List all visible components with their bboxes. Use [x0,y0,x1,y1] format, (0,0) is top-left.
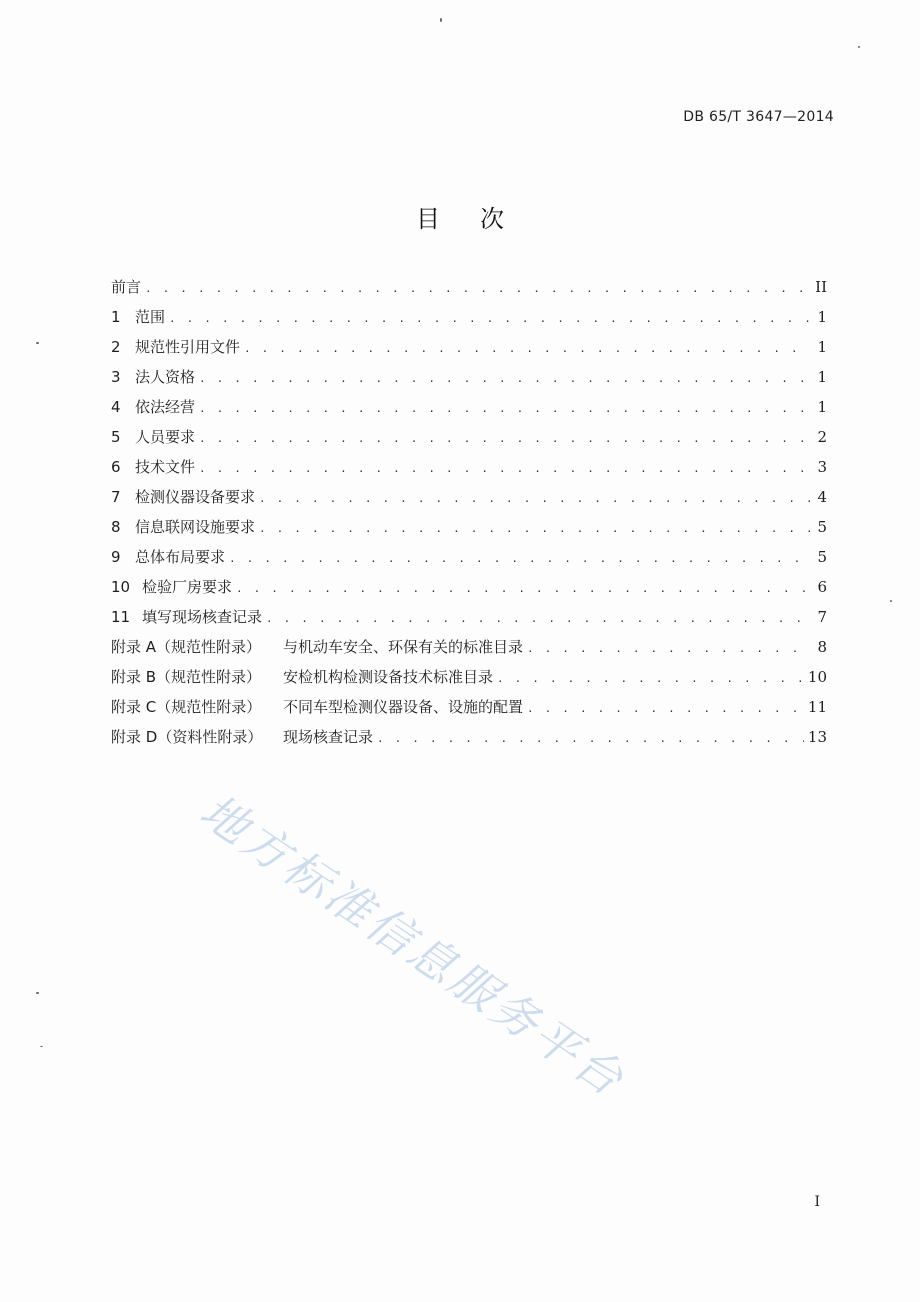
scan-speck [890,600,892,602]
toc-entry-page: 4 [817,488,827,506]
toc-entry-page: 1 [817,398,827,416]
toc-dot-leader [377,728,804,750]
toc-entry-label: 不同车型检测仪器设备、设施的配置 [283,698,524,716]
toc-entry-page: 5 [817,518,827,536]
toc-entry-page: 7 [817,608,827,626]
toc-entry-label: 填写现场核查记录 [142,608,263,626]
toc-entry-label: 技术文件 [135,458,196,476]
toc-entry-page: 6 [817,578,827,596]
scan-speck [40,1046,43,1047]
toc-entry-page: 13 [807,728,827,746]
toc-entry-page: II [815,278,827,296]
toc-entry-label: 规范性引用文件 [135,338,241,356]
toc-dot-leader [236,578,811,600]
toc-entry-label: 与机动车安全、环保有关的标准目录 [283,638,524,656]
toc-entry-label: 总体布局要求 [135,548,226,566]
toc-title-char-1: 目 [416,205,440,233]
toc-entry-number: 附录 A（规范性附录） [111,638,262,656]
toc-dot-leader [527,698,804,720]
toc-entry-number: 9 [111,548,121,566]
toc-dot-leader [244,338,811,360]
table-of-contents [111,276,827,756]
toc-entry-section-10[interactable] [111,576,827,606]
toc-entry-section-3[interactable] [111,366,827,396]
toc-entry-appendix-c[interactable] [111,696,827,726]
toc-entry-number: 3 [111,368,121,386]
toc-entry-page: 3 [817,458,827,476]
toc-dot-leader [259,518,811,540]
toc-entry-section-2[interactable] [111,336,827,366]
toc-entry-label: 范围 [135,308,166,326]
toc-entry-section-6[interactable] [111,456,827,486]
toc-dot-leader [266,608,811,630]
toc-entry-appendix-d[interactable] [111,726,827,756]
toc-dot-leader [527,638,811,660]
toc-entry-page: 1 [817,368,827,386]
toc-entry-section-1[interactable] [111,306,827,336]
toc-dot-leader [199,458,811,480]
scan-speck [440,18,442,22]
toc-entry-label: 安检机构检测设备技术标准目录 [283,668,494,686]
watermark: 地方标准信息服务平台 [190,783,636,1108]
toc-entry-page: 11 [807,698,827,716]
toc-entry-appendix-a[interactable] [111,636,827,666]
toc-entry-number: 4 [111,398,121,416]
toc-dot-leader [199,428,811,450]
toc-entry-number: 附录 C（规范性附录） [111,698,262,716]
toc-entry-section-5[interactable] [111,426,827,456]
toc-entry-section-8[interactable] [111,516,827,546]
toc-entry-number: 8 [111,518,121,536]
toc-entry-number: 10 [111,578,131,596]
toc-entry-appendix-b[interactable] [111,666,827,696]
toc-entry-number: 2 [111,338,121,356]
toc-entry-number: 1 [111,308,121,326]
toc-entry-label: 法人资格 [135,368,196,386]
toc-entry-section-9[interactable] [111,546,827,576]
scan-speck [858,46,860,48]
scan-speck [36,992,39,994]
toc-entry-number: 附录 D（资料性附录） [111,728,263,746]
toc-entry-number: 附录 B（规范性附录） [111,668,262,686]
toc-entry-page: 2 [817,428,827,446]
toc-dot-leader [199,368,811,390]
toc-entry-page: 5 [817,548,827,566]
toc-dot-leader [169,308,811,330]
toc-entry-number: 6 [111,458,121,476]
toc-entry-page: 1 [817,308,827,326]
toc-dot-leader [145,278,811,300]
scan-speck [36,342,39,344]
toc-title [0,199,920,234]
toc-dot-leader [497,668,804,690]
toc-entry-page: 8 [817,638,827,656]
toc-entry-label: 前言 [111,278,142,296]
toc-entry-section-4[interactable] [111,396,827,426]
toc-entry-page: 1 [817,338,827,356]
toc-entry-label: 人员要求 [135,428,196,446]
toc-entry-label: 检验厂房要求 [142,578,233,596]
toc-entry-section-11[interactable] [111,606,827,636]
standard-code: DB 65/T 3647—2014 [683,109,834,125]
toc-entry-section-7[interactable] [111,486,827,516]
toc-dot-leader [229,548,811,570]
toc-title-char-2: 次 [480,205,504,233]
toc-entry-page: 10 [807,668,827,686]
toc-entry-label: 检测仪器设备要求 [135,488,256,506]
toc-entry-number: 11 [111,608,131,626]
toc-entry-number: 5 [111,428,121,446]
page-number: I [814,1194,820,1210]
toc-entry-label: 现场核查记录 [283,728,374,746]
toc-dot-leader [259,488,811,510]
toc-entry-number: 7 [111,488,121,506]
toc-entry-label: 依法经营 [135,398,196,416]
toc-entry-preface[interactable] [111,276,827,306]
toc-dot-leader [199,398,811,420]
toc-entry-label: 信息联网设施要求 [135,518,256,536]
